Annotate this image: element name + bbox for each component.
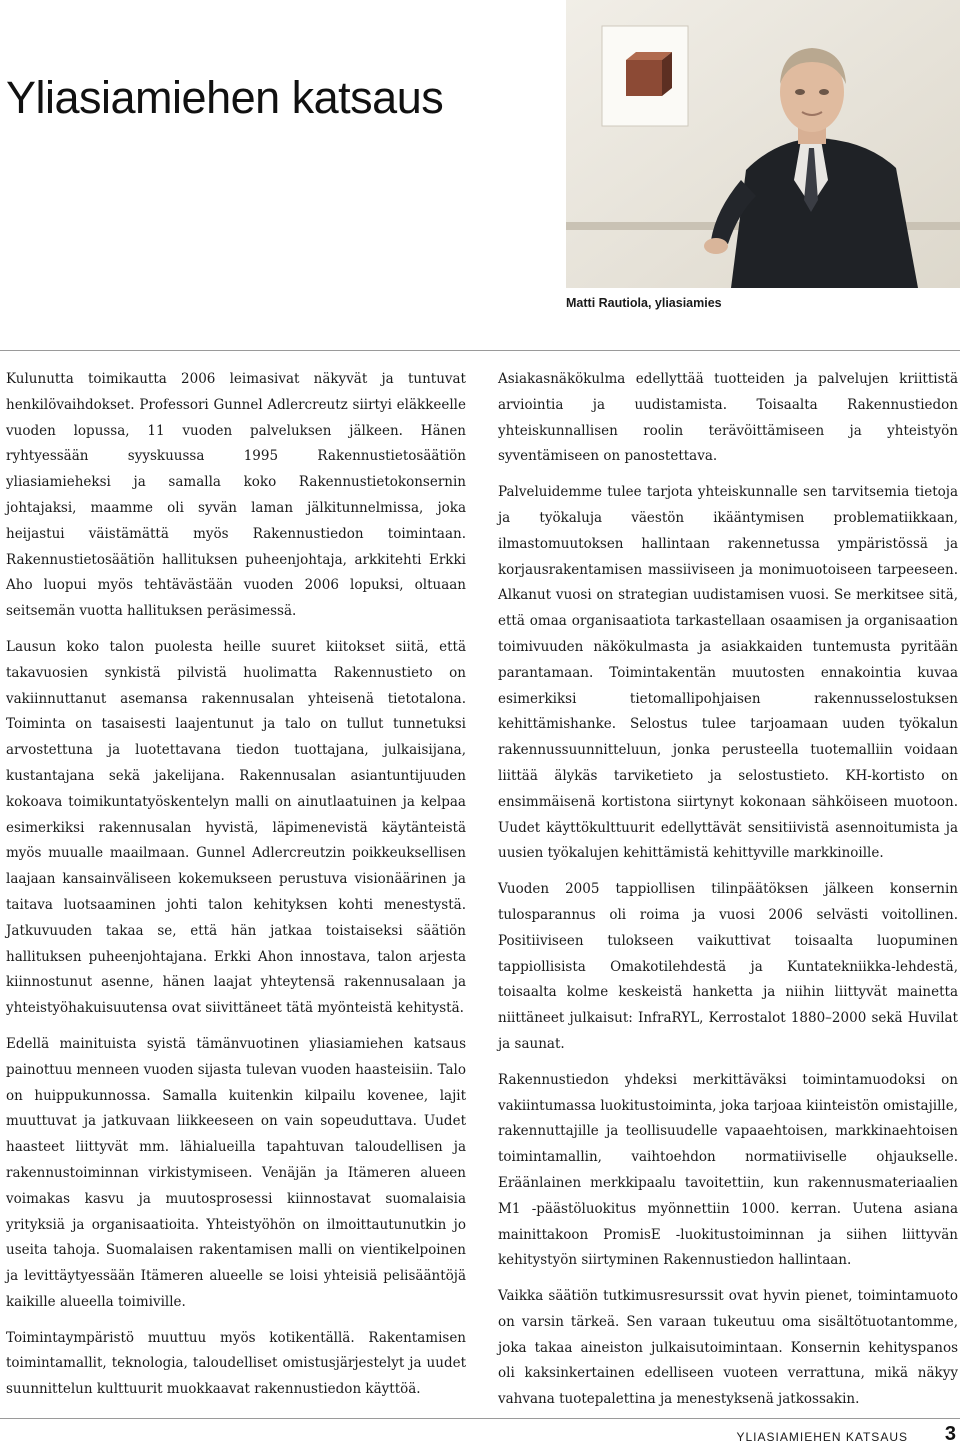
paragraph: Kulunutta toimikautta 2006 leimasivat näkyvät ja tuntuvat henkilövaihdokset. Professori Gunnel Adlercreutz siirtyi eläkkeelle vuoden lopussa, 11 vuoden palveluksen jälkeen. Hänen ryhtyessään syyskuussa 1995 Rakennustietosäätiön yliasiamieheksi ja samalla koko Rakennustietokonsernin johtajaksi, maamme oli syvän laman jälkitunnelmissa, joka heijastui väistämättä myös Rakennustiedon toimintaan. Rakennustietosäätiön hallituksen puheenjohtaja, arkkitehti Erkki Aho luopui myös tehtävästään vuoden 2006 lopuksi, oltuaan seitsemän vuotta hallituksen peräsimessä. [6,371,466,620]
paragraph: Rakennustiedon yhdeksi merkittäväksi toimintamuodoksi on vakiintumassa luokitustoiminta, joka tarjoaa kiinteistön omistajille, rakennuttajille ja teollisuudelle vapaaehtoisen, markkinaehtoisen toimintamallin, vaihtoehdon normatiiviselle ohjaukselle. Eräänlainen merkkipaalu tavoitettiin, kun rakennusmateriaalien M1 -päästöluokitus myönnettiin 1000. kerran. Uutena asiana mainittakoon PromisE -luokitustoiminnan ja siihen liittyvän kehitystyön siirtyminen Rakennustiedon hallintaan. [498,1071,959,1269]
page-number: 3 [944,1423,956,1445]
left-column [6,367,466,1397]
portrait-photo [566,0,960,288]
paragraph: Lausun koko talon puolesta heille suuret kiitokset siitä, että takavuosien synkistä pilvistä huolimatta Rakennustieto on vakiinnuttanut asemansa rakennusalan yhteisenä tietotalona. Toiminta on tasaisesti laajentunut ja talo on tullut tunnetuksi arvostettuna ja luotettavana tiedon tuottajana, julkaisijana, kustantajana sekä jakelijana. Rakennusalan asiantuntijuuden kokoava toimikuntatyöskentelyn malli on ainutlaatuinen ja kelpaa esimerkiksi rakennusalan hyvistä, läpimenevistä käytänteistä myös muualle maailmaan. Gunnel Adlercreutzin poikkeuksellisen laajaan kansainväliseen kokemukseen perustuva visionäärinen ja taitava luotsaaminen johti talon kehityksen kohti menestystä. Jatkuvuuden takaa se, että hän jatkaa toistaiseksi säätiön hallituksen puheenjohtajana. Erkki Ahon innostava, talon arjesta kiinnostunut asenne, hänen laajat yhteytensä rakennusalaan ja yhteistyöhakuisuutensa ovat siivittäneet tätä myönteistä kehitystä. [6,638,466,1017]
top-divider [0,350,960,351]
paragraph: Asiakasnäkökulma edellyttää tuotteiden ja palvelujen kriittistä arviointia ja uudistamista. Toisaalta Rakennustiedon yhteiskunnallisen roolin terävöittämiseen ja yhteistyön syventämiseen on panostettava. [498,371,958,465]
bottom-divider [0,1418,960,1419]
right-column [498,367,959,1408]
paragraph: Vuoden 2005 tappiollisen tilinpäätöksen jälkeen konsernin tulosparannus oli roima ja vuosi 2006 selvästi voitollinen. Positiiviseen tulokseen vaikuttivat toisaalta luopuminen tappiollisista Omakotilehdestä ja Kuntatekniikka-lehdestä, toisaalta kolme keskeistä hanketta ja niihin liittyvät mainetta niittäneet julkaisut: InfraRYL, Kerrostalot 1880–2000 sekä Huvilat ja saunat. [498,881,958,1052]
paragraph: Palveluidemme tulee tarjota yhteiskunnalle sen tarvitsemia tietoja ja työkaluja väestön ikääntymisen problematiikkaan, ilmastomuutoksen hallintaan rakennetussa ympäristössä ja korjausrakentamisen massiiviseen ja monimuotoiseen tarpeeseen. Alkanut vuosi on strategian uudistamisen vuosi. Se merkitsee sitä, että omaa organisaatiota tarkastellaan osaamisen ja organisaation toimivuuden näkökulmasta ja asiakkaiden tuntemusta pyritään parantamaan. Toimintakentän muutosten ennakointia kuvaa esimerkiksi tietomallipohjaisen rakennusselostuksen kehittämishanke. Selostus tulee tarjoamaan uuden työkalun rakennussuunnitteluun, jonka perusteella tuotemalliin voidaan liittää älykäs tarviketieto ja selostustieto. KH-kortisto on ensimmäisenä kortistona siirtynyt kokonaan sähköiseen muotoon. Uudet käyttökulttuurit edellyttävät sensitiivistä asennoitumista ja uusien työkalujen kehittämistä kehittyville markkinoille. [498,484,958,862]
paragraph: Vaikka säätiön tutkimusresurssit ovat hyvin pienet, toimintamuoto on varsin tärkeä. Sen varaan tukeutuu oma sisältötuotantomme, joka takaa aineiston julkaisutoimintaan. Konsernin kehityspanos oli kaksinkertainen edelliseen vuoteen verrattuna, mikä näkyy vahvana tuotepalettina ja menestyksenä jatkossakin. [498,1288,958,1408]
paragraph: Edellä mainituista syistä tämänvuotinen yliasiamiehen katsaus painottuu menneen vuoden sijasta tulevan vuoden haasteisiin. Talo on huippukunnossa. Samalla kuitenkin kilpailu kovenee, lajit muuttuvat ja jatkuvaan liikkeeseen on vain sopeuduttava. Uudet haasteet liittyvät mm. lähialueilla tapahtuvan taloudellisen ja rakennustoiminnan virkistymiseen. Venäjän ja Itämeren alueen voimakas kasvu ja muutosprosessi kiinnostavat suomalaisia yrityksiä ja organisaatioita. Yhteistyöhön on ilmoittautunutkin jo useita tahoja. Suomalaisen rakentamisen malli on vientikelpoinen ja levittäytyessään Itämeren alueelle se loisi yhteisiä pelisääntöjä kaikille alueella toimiville. [6,1035,466,1310]
footer-section-label: YLIASIAMIEHEN KATSAUS [736,1430,908,1444]
page-title: Yliasiamiehen katsaus [6,72,444,123]
photo-caption: Matti Rautiola, yliasiamies [566,296,722,310]
paragraph: Toimintaympäristö muuttuu myös kotikentällä. Rakentamisen toimintamallit, teknologia, taloudelliset omistusjärjestelyt ja uudet suunnittelun kulttuurit muokkaavat rakennustiedon käyttöä. [6,1329,466,1398]
